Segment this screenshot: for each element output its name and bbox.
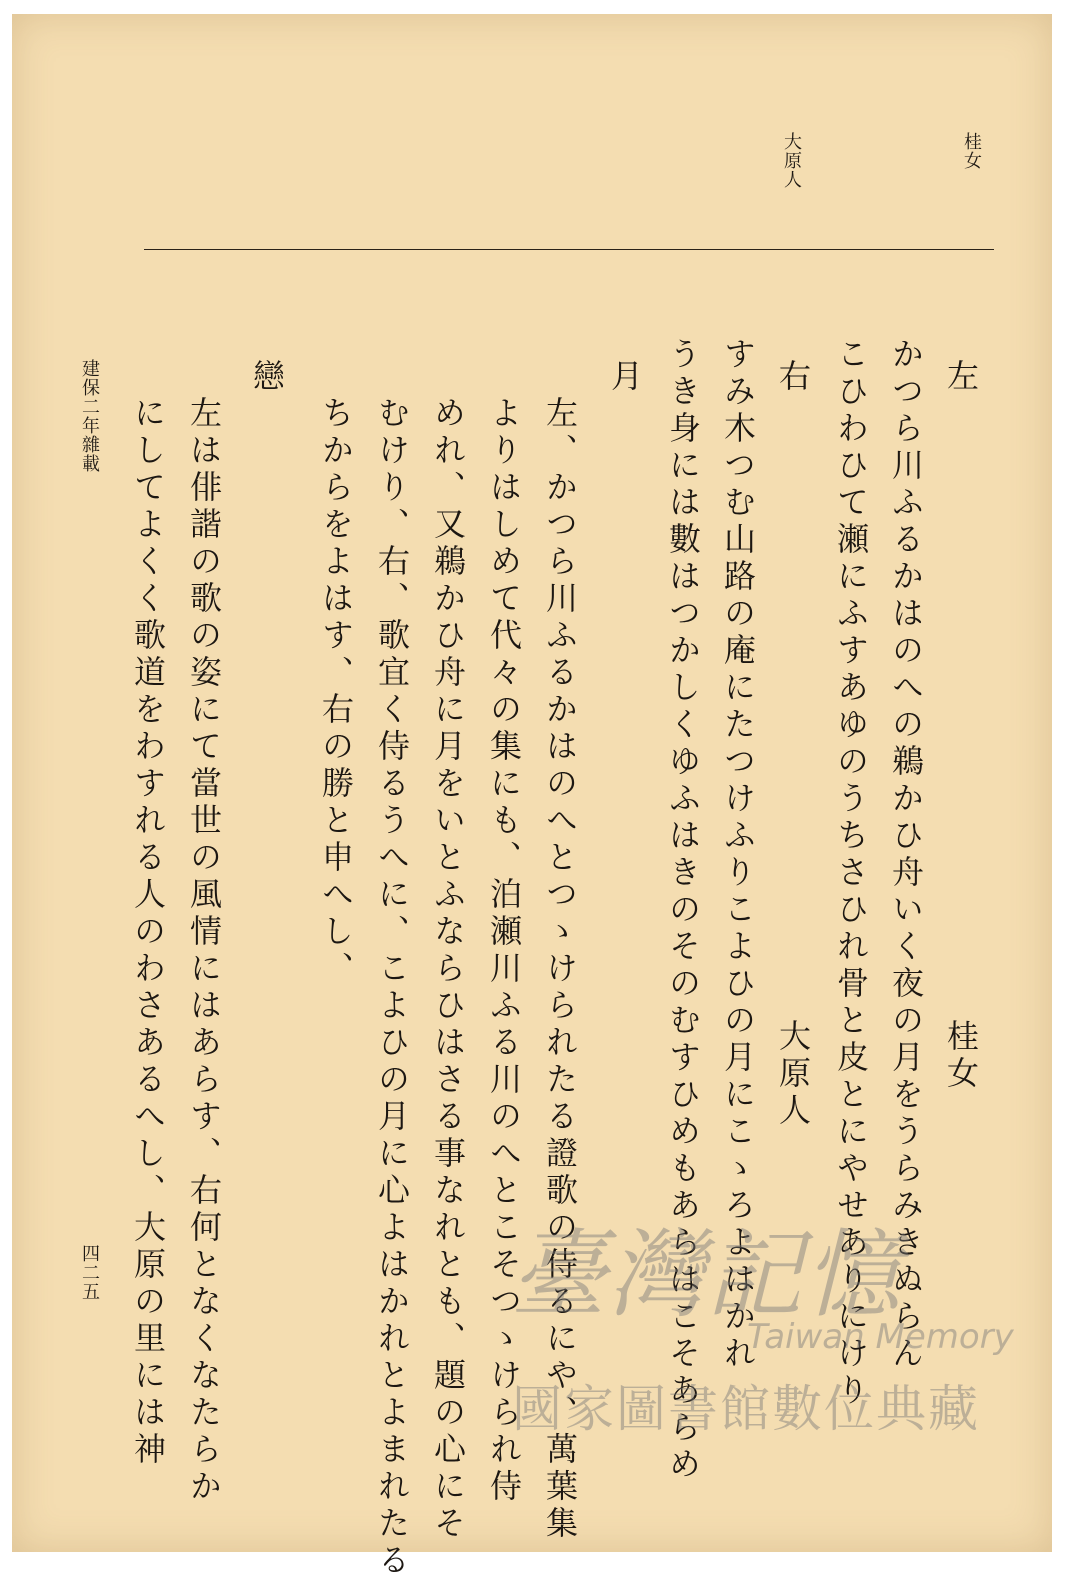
- poem-text: かつら川ふるかはのへの鵜かひ舟いく夜の月をうらみきぬらん: [887, 337, 925, 1373]
- theme-heading-love: 戀: [248, 359, 286, 396]
- watermark-subtitle: 國家圖書館數位典藏: [512, 1380, 980, 1438]
- watermark-english: Taiwan Memory: [747, 1317, 1014, 1357]
- poem-side-left: 左: [942, 359, 980, 396]
- header-author-left: 桂女: [961, 132, 982, 170]
- running-title: 建保二年雜載: [79, 359, 100, 473]
- header-author-right: 大原人: [781, 132, 802, 189]
- page-number: 四二五: [79, 1244, 100, 1301]
- love-judgment-line: 左は俳諧の歌の姿にて當世の風情にはあらす、右何となくなたらか: [185, 396, 223, 1506]
- judgment-line: ちからをよはす、右の勝と申へし、: [317, 396, 355, 988]
- judgment-line: 左、かつら川ふるかはのへとつゝけられたる證歌の侍るにや、萬葉集: [541, 396, 579, 1543]
- theme-heading-moon: 月: [606, 359, 644, 396]
- poem-text: すみ木つむ山路の庵にたつけふりこよひの月にこゝろよはかれ: [719, 337, 757, 1373]
- poem-side-right: 右: [774, 359, 812, 396]
- poem-author-left: 桂女: [942, 1019, 980, 1093]
- watermark: [502, 1199, 1022, 1449]
- judgment-line: むけり、右、歌宜く侍るうへに、こよひの月に心よはかれとよまれたる: [373, 396, 411, 1580]
- watermark-title: 臺灣記憶: [510, 1219, 902, 1331]
- judgment-line: めれ、又鵜かひ舟に月をいとふならひはさる事なれとも、題の心にそ: [429, 396, 467, 1543]
- poem-text: こひわひて瀬にふすあゆのうちさひれ骨と皮とにやせありにけり: [832, 337, 870, 1410]
- poem-author-right: 大原人: [774, 1019, 812, 1130]
- love-judgment-line: にしてよくく歌道をわすれる人のわさあるへし、大原の里には神: [129, 396, 167, 1469]
- header-rule: [144, 249, 994, 250]
- book-page: [12, 14, 1052, 1580]
- judgment-line: よりはしめて代々の集にも、泊瀬川ふる川のへとこそつゝけられ侍: [485, 396, 523, 1506]
- poem-text: うき身には數はつかしくゆふはきのそのむすひめもあらはこそあらめ: [664, 337, 702, 1484]
